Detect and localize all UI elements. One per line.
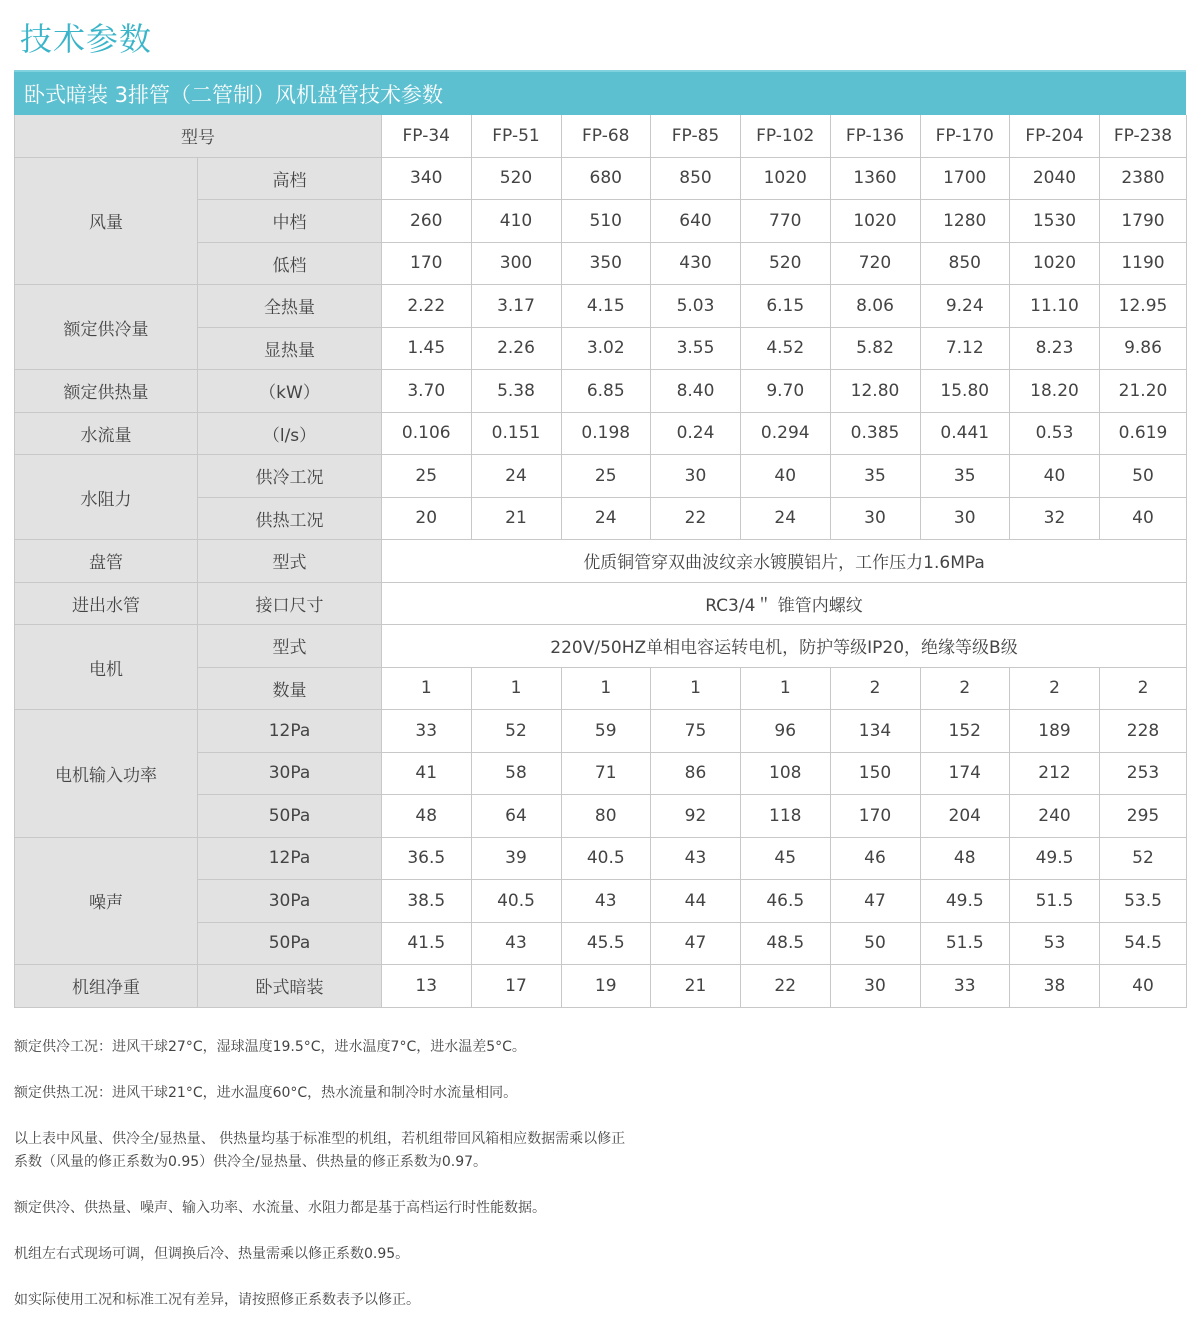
- value-cell: 1: [561, 667, 651, 710]
- value-cell: 64: [471, 795, 561, 838]
- value-cell: 295: [1100, 795, 1187, 838]
- note-high-speed-basis: 额定供冷、供热量、噪声、输入功率、水流量、水阻力都是基于高档运行时性能数据。: [14, 1200, 546, 1216]
- value-cell: 22: [651, 497, 741, 540]
- value-cell: 1190: [1100, 242, 1187, 285]
- value-cell: 58: [471, 752, 561, 795]
- value-cell: 6.15: [741, 285, 831, 328]
- value-cell: 22: [741, 965, 831, 1008]
- value-cell: 48: [920, 837, 1010, 880]
- value-cell: 8.06: [830, 285, 920, 328]
- value-cell: 2.26: [471, 327, 561, 370]
- value-cell: 0.24: [651, 412, 741, 455]
- value-cell: 5.82: [830, 327, 920, 370]
- value-cell: 189: [1010, 710, 1100, 753]
- value-cell: 52: [471, 710, 561, 753]
- value-cell: 3.02: [561, 327, 651, 370]
- value-cell: 44: [651, 880, 741, 923]
- value-cell: 43: [651, 837, 741, 880]
- value-cell: 50: [1100, 455, 1187, 498]
- value-cell: 1020: [741, 157, 831, 200]
- group-label-air-volume: 风量: [15, 157, 198, 285]
- note-correction-line-1: 以上表中风量、供冷全/显热量、 供热量均基于标准型的机组，若机组带回风箱相应数据需乘以修正: [14, 1131, 626, 1147]
- value-cell: 48.5: [741, 922, 831, 965]
- value-cell: 212: [1010, 752, 1100, 795]
- value-cell: 350: [561, 242, 651, 285]
- value-cell: 53: [1010, 922, 1100, 965]
- model-header-cell: FP-34: [382, 115, 472, 157]
- value-cell: 2.22: [382, 285, 472, 328]
- value-cell: 15.80: [920, 370, 1010, 413]
- value-cell: 204: [920, 795, 1010, 838]
- value-cell: 410: [471, 200, 561, 243]
- group-label-motor: 电机: [15, 625, 198, 710]
- sub-label: 型式: [198, 540, 382, 583]
- value-cell: 43: [561, 880, 651, 923]
- value-cell: 45.5: [561, 922, 651, 965]
- spec-table: [14, 115, 1187, 1008]
- value-cell: 2380: [1100, 157, 1187, 200]
- value-cell: 520: [741, 242, 831, 285]
- value-cell: 41.5: [382, 922, 472, 965]
- value-cell: 12.80: [830, 370, 920, 413]
- value-cell: 38.5: [382, 880, 472, 923]
- value-cell: 80: [561, 795, 651, 838]
- model-header-cell: FP-102: [741, 115, 831, 157]
- note-left-right: 机组左右式现场可调，但调换后冷、热量需乘以修正系数0.95。: [14, 1246, 410, 1262]
- value-cell: 0.53: [1010, 412, 1100, 455]
- spanning-spec-cell: RC3/4＂ 锥管内螺纹: [382, 582, 1187, 625]
- value-cell: 118: [741, 795, 831, 838]
- value-cell: 43: [471, 922, 561, 965]
- sub-label: 卧式暗装: [198, 965, 382, 1008]
- value-cell: 40: [1100, 497, 1187, 540]
- value-cell: 40.5: [471, 880, 561, 923]
- sub-label: （l/s）: [198, 412, 382, 455]
- value-cell: 53.5: [1100, 880, 1187, 923]
- value-cell: 45: [741, 837, 831, 880]
- sub-label: 12Pa: [198, 710, 382, 753]
- note-correction-line-2: 系数（风量的修正系数为0.95）供冷全/显热量、供热量的修正系数为0.97。: [14, 1154, 488, 1170]
- value-cell: 430: [651, 242, 741, 285]
- value-cell: 1.45: [382, 327, 472, 370]
- value-cell: 48: [382, 795, 472, 838]
- value-cell: 1: [382, 667, 472, 710]
- value-cell: 4.52: [741, 327, 831, 370]
- page-title: 技术参数: [20, 20, 153, 58]
- sub-label: 接口尺寸: [198, 582, 382, 625]
- value-cell: 170: [382, 242, 472, 285]
- note-actual-conditions: 如实际使用工况和标准工况有差异，请按照修正系数表予以修正。: [14, 1292, 420, 1308]
- group-label-inlet-outlet: 进出水管: [15, 582, 198, 625]
- value-cell: 2: [920, 667, 1010, 710]
- value-cell: 0.151: [471, 412, 561, 455]
- table-row: [15, 157, 1187, 200]
- model-header-cell: FP-238: [1100, 115, 1187, 157]
- table-row: [15, 285, 1187, 328]
- value-cell: 1280: [920, 200, 1010, 243]
- value-cell: 40: [741, 455, 831, 498]
- value-cell: 2: [1010, 667, 1100, 710]
- note-heating-condition: 额定供热工况：进风干球21°C，进水温度60°C，热水流量和制冷时水流量相同。: [14, 1085, 518, 1101]
- sub-label: 高档: [198, 157, 382, 200]
- table-row: [15, 582, 1187, 625]
- sub-label: 50Pa: [198, 795, 382, 838]
- value-cell: 54.5: [1100, 922, 1187, 965]
- note-correction-factor: [14, 1128, 1114, 1174]
- value-cell: 47: [830, 880, 920, 923]
- value-cell: 9.86: [1100, 327, 1187, 370]
- value-cell: 19: [561, 965, 651, 1008]
- value-cell: 30: [830, 497, 920, 540]
- value-cell: 46: [830, 837, 920, 880]
- table-row: [15, 625, 1187, 668]
- value-cell: 1: [741, 667, 831, 710]
- note-cooling-condition: 额定供冷工况：进风干球27°C，湿球温度19.5°C，进水温度7°C，进水温差5°C。: [14, 1039, 526, 1055]
- value-cell: 25: [382, 455, 472, 498]
- value-cell: 3.55: [651, 327, 741, 370]
- value-cell: 21.20: [1100, 370, 1187, 413]
- value-cell: 51.5: [920, 922, 1010, 965]
- value-cell: 640: [651, 200, 741, 243]
- sub-label: （kW）: [198, 370, 382, 413]
- value-cell: 21: [471, 497, 561, 540]
- table-title-banner: 卧式暗装 3排管（二管制）风机盘管技术参数: [14, 70, 1186, 117]
- value-cell: 9.24: [920, 285, 1010, 328]
- value-cell: 59: [561, 710, 651, 753]
- value-cell: 96: [741, 710, 831, 753]
- sub-label: 中档: [198, 200, 382, 243]
- value-cell: 300: [471, 242, 561, 285]
- value-cell: 2040: [1010, 157, 1100, 200]
- value-cell: 9.70: [741, 370, 831, 413]
- value-cell: 520: [471, 157, 561, 200]
- value-cell: 5.03: [651, 285, 741, 328]
- table-row: [15, 965, 1187, 1008]
- value-cell: 30: [830, 965, 920, 1008]
- value-cell: 92: [651, 795, 741, 838]
- value-cell: 260: [382, 200, 472, 243]
- value-cell: 35: [830, 455, 920, 498]
- sub-label: 显热量: [198, 327, 382, 370]
- notes: [14, 1036, 1114, 1335]
- value-cell: 40: [1010, 455, 1100, 498]
- value-cell: 50: [830, 922, 920, 965]
- value-cell: 30: [651, 455, 741, 498]
- value-cell: 39: [471, 837, 561, 880]
- group-label-coil: 盘管: [15, 540, 198, 583]
- model-header-cell: FP-170: [920, 115, 1010, 157]
- value-cell: 40.5: [561, 837, 651, 880]
- model-header-cell: FP-204: [1010, 115, 1100, 157]
- spanning-spec-cell: 220V/50HZ单相电容运转电机，防护等级IP20，绝缘等级B级: [382, 625, 1187, 668]
- spanning-spec-cell: 优质铜管穿双曲波纹亲水镀膜铝片，工作压力1.6MPa: [382, 540, 1187, 583]
- value-cell: 24: [561, 497, 651, 540]
- value-cell: 0.619: [1100, 412, 1187, 455]
- value-cell: 240: [1010, 795, 1100, 838]
- sub-label: 30Pa: [198, 752, 382, 795]
- value-cell: 5.38: [471, 370, 561, 413]
- value-cell: 1700: [920, 157, 1010, 200]
- value-cell: 20: [382, 497, 472, 540]
- value-cell: 6.85: [561, 370, 651, 413]
- value-cell: 150: [830, 752, 920, 795]
- value-cell: 21: [651, 965, 741, 1008]
- value-cell: 18.20: [1010, 370, 1100, 413]
- value-cell: 71: [561, 752, 651, 795]
- value-cell: 4.15: [561, 285, 651, 328]
- value-cell: 52: [1100, 837, 1187, 880]
- value-cell: 0.441: [920, 412, 1010, 455]
- table-row: [15, 710, 1187, 753]
- table-row: [15, 412, 1187, 455]
- value-cell: 0.198: [561, 412, 651, 455]
- value-cell: 3.70: [382, 370, 472, 413]
- value-cell: 46.5: [741, 880, 831, 923]
- value-cell: 134: [830, 710, 920, 753]
- value-cell: 253: [1100, 752, 1187, 795]
- value-cell: 13: [382, 965, 472, 1008]
- value-cell: 0.385: [830, 412, 920, 455]
- value-cell: 86: [651, 752, 741, 795]
- sub-label: 12Pa: [198, 837, 382, 880]
- sub-label: 全热量: [198, 285, 382, 328]
- value-cell: 850: [920, 242, 1010, 285]
- value-cell: 770: [741, 200, 831, 243]
- value-cell: 32: [1010, 497, 1100, 540]
- model-header-cell: FP-85: [651, 115, 741, 157]
- value-cell: 40: [1100, 965, 1187, 1008]
- sub-label: 供冷工况: [198, 455, 382, 498]
- table-row: [15, 370, 1187, 413]
- value-cell: 1790: [1100, 200, 1187, 243]
- value-cell: 174: [920, 752, 1010, 795]
- sub-label: 供热工况: [198, 497, 382, 540]
- value-cell: 30: [920, 497, 1010, 540]
- value-cell: 35: [920, 455, 1010, 498]
- value-cell: 24: [741, 497, 831, 540]
- sub-label: 型式: [198, 625, 382, 668]
- group-label-water-resistance: 水阻力: [15, 455, 198, 540]
- sub-label: 50Pa: [198, 922, 382, 965]
- value-cell: 25: [561, 455, 651, 498]
- value-cell: 108: [741, 752, 831, 795]
- value-cell: 49.5: [1010, 837, 1100, 880]
- value-cell: 0.294: [741, 412, 831, 455]
- value-cell: 1: [471, 667, 561, 710]
- value-cell: 33: [382, 710, 472, 753]
- table-row: [15, 837, 1187, 880]
- value-cell: 1020: [830, 200, 920, 243]
- value-cell: 7.12: [920, 327, 1010, 370]
- group-label-weight: 机组净重: [15, 965, 198, 1008]
- sub-label: 30Pa: [198, 880, 382, 923]
- value-cell: 0.106: [382, 412, 472, 455]
- group-label-heating: 额定供热量: [15, 370, 198, 413]
- value-cell: 680: [561, 157, 651, 200]
- sub-label: 数量: [198, 667, 382, 710]
- value-cell: 41: [382, 752, 472, 795]
- model-header-cell: FP-136: [830, 115, 920, 157]
- value-cell: 2: [1100, 667, 1187, 710]
- value-cell: 8.40: [651, 370, 741, 413]
- value-cell: 2: [830, 667, 920, 710]
- group-label-motor-power: 电机输入功率: [15, 710, 198, 838]
- sub-label: 低档: [198, 242, 382, 285]
- value-cell: 152: [920, 710, 1010, 753]
- model-header-cell: FP-68: [561, 115, 651, 157]
- group-label-water-flow: 水流量: [15, 412, 198, 455]
- value-cell: 1020: [1010, 242, 1100, 285]
- table-row: [15, 455, 1187, 498]
- value-cell: 720: [830, 242, 920, 285]
- model-header-label: 型号: [15, 115, 382, 157]
- model-header-cell: FP-51: [471, 115, 561, 157]
- value-cell: 75: [651, 710, 741, 753]
- value-cell: 51.5: [1010, 880, 1100, 923]
- value-cell: 1360: [830, 157, 920, 200]
- group-label-cooling: 额定供冷量: [15, 285, 198, 370]
- value-cell: 11.10: [1010, 285, 1100, 328]
- value-cell: 33: [920, 965, 1010, 1008]
- value-cell: 850: [651, 157, 741, 200]
- value-cell: 12.95: [1100, 285, 1187, 328]
- value-cell: 49.5: [920, 880, 1010, 923]
- value-cell: 340: [382, 157, 472, 200]
- value-cell: 228: [1100, 710, 1187, 753]
- value-cell: 24: [471, 455, 561, 498]
- value-cell: 38: [1010, 965, 1100, 1008]
- value-cell: 3.17: [471, 285, 561, 328]
- value-cell: 1: [651, 667, 741, 710]
- value-cell: 170: [830, 795, 920, 838]
- value-cell: 47: [651, 922, 741, 965]
- table-row: [15, 540, 1187, 583]
- value-cell: 1530: [1010, 200, 1100, 243]
- table-header-row: [15, 115, 1187, 157]
- value-cell: 510: [561, 200, 651, 243]
- group-label-noise: 噪声: [15, 837, 198, 965]
- value-cell: 8.23: [1010, 327, 1100, 370]
- value-cell: 17: [471, 965, 561, 1008]
- value-cell: 36.5: [382, 837, 472, 880]
